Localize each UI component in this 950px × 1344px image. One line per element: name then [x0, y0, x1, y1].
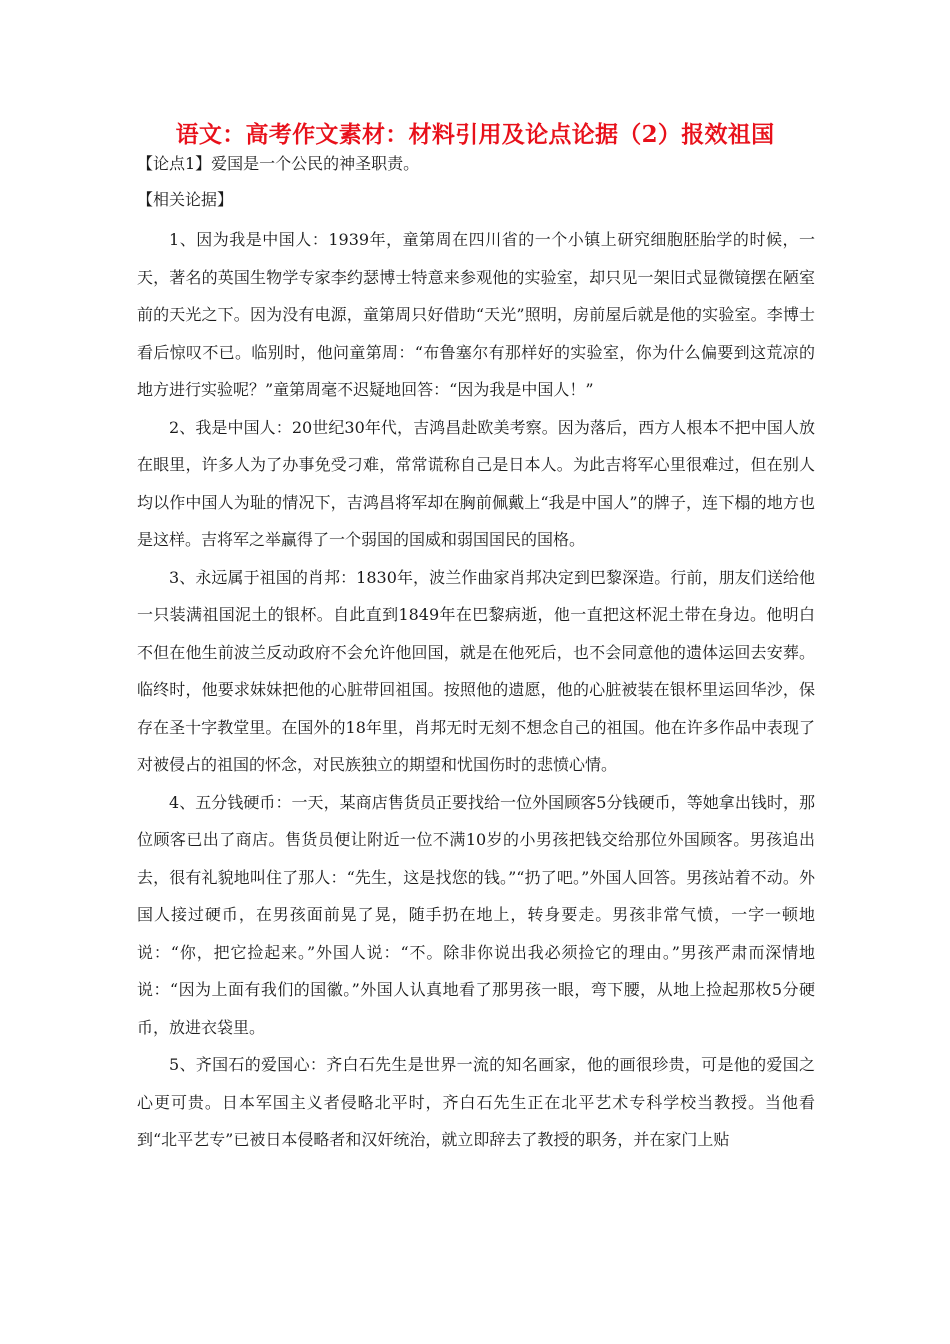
- paragraph-2: 2、我是中国人：20世纪30年代，吉鸿昌赴欧美考察。因为落后，西方人根本不把中国人放在眼里，许多人为了办事免受刁难，常常谎称自己是日本人。为此吉将军心里很难过，但在别人均以作中国人为耻的情况下，吉鸿昌将军却在胸前佩戴上“我是中国人”的牌子，连下榻的地方也是这样。吉将军之举赢得了一个弱国的国威和弱国国民的国格。: [137, 417, 815, 549]
- paragraph-4: 4、五分钱硬币：一天，某商店售货员正要找给一位外国顾客5分钱硬币，等她拿出钱时，那位顾客已出了商店。售货员便让附近一位不满10岁的小男孩把钱交给那位外国顾客。男孩追出去，很有礼貌地叫住了那人：“先生，这是找您的钱。”“扔了吧。”外国人回答。男孩站着不动。外国人接过硬币，在男孩面前晃了晃，随手扔在地上，转身要走。男孩非常气愤，一字一顿地说：“你，把它捡起来。”外国人说：“不。除非你说出我必须捡它的理由。”男孩严肃而深情地说：“因为上面有我们的国徽。”外国人认真地看了那男孩一眼，弯下腰，从地上捡起那枚5分硬币，放进衣袋里。: [137, 792, 815, 1037]
- paragraph-1: 1、因为我是中国人：1939年，童第周在四川省的一个小镇上研究细胞胚胎学的时候，一天，著名的英国生物学专家李约瑟博士特意来参观他的实验室，却只见一架旧式显微镜摆在陋室前的天光之下。因为没有电源，童第周只好借助“天光”照明，房前屋后就是他的实验室。李博士看后惊叹不已。临别时，他问童第周：“布鲁塞尔有那样好的实验室，你为什么偏要到这荒凉的地方进行实验呢？”童第周毫不迟疑地回答：“因为我是中国人！”: [137, 230, 815, 399]
- evidence-heading: 【相关论据】: [137, 190, 234, 209]
- paragraph-3: 3、永远属于祖国的肖邦：1830年，波兰作曲家肖邦决定到巴黎深造。行前，朋友们送给他一只装满祖国泥土的银杯。自此直到1849年在巴黎病逝，他一直把这杯泥土带在身边。他明白不但在他生前波兰反动政府不会允许他回国，就是在他死后，也不会同意他的遗体运回去安葬。临终时，他要求妹妹把他的心脏带回祖国。按照他的遗愿，他的心脏被装在银杯里运回华沙，保存在圣十字教堂里。在国外的18年里，肖邦无时无刻不想念自己的祖国。他在许多作品中表现了对被侵占的祖国的怀念，对民族独立的期望和忧国伤时的悲愤心情。: [137, 567, 815, 774]
- document-title: 语文：高考作文素材：材料引用及论点论据（2）报效祖国: [175, 121, 775, 148]
- paragraph-5: 5、齐国石的爱国心：齐白石先生是世界一流的知名画家，他的画很珍贵，可是他的爱国之心更可贵。日本军国主义者侵略北平时，齐白石先生正在北平艺术专科学校当教授。当他看到“北平艺专”已被日本侵略者和汉奸统治，就立即辞去了教授的职务，并在家门上贴: [137, 1055, 815, 1149]
- thesis-line: 【论点1】爱国是一个公民的神圣职责。: [137, 154, 420, 173]
- document-body: [137, 153, 815, 1159]
